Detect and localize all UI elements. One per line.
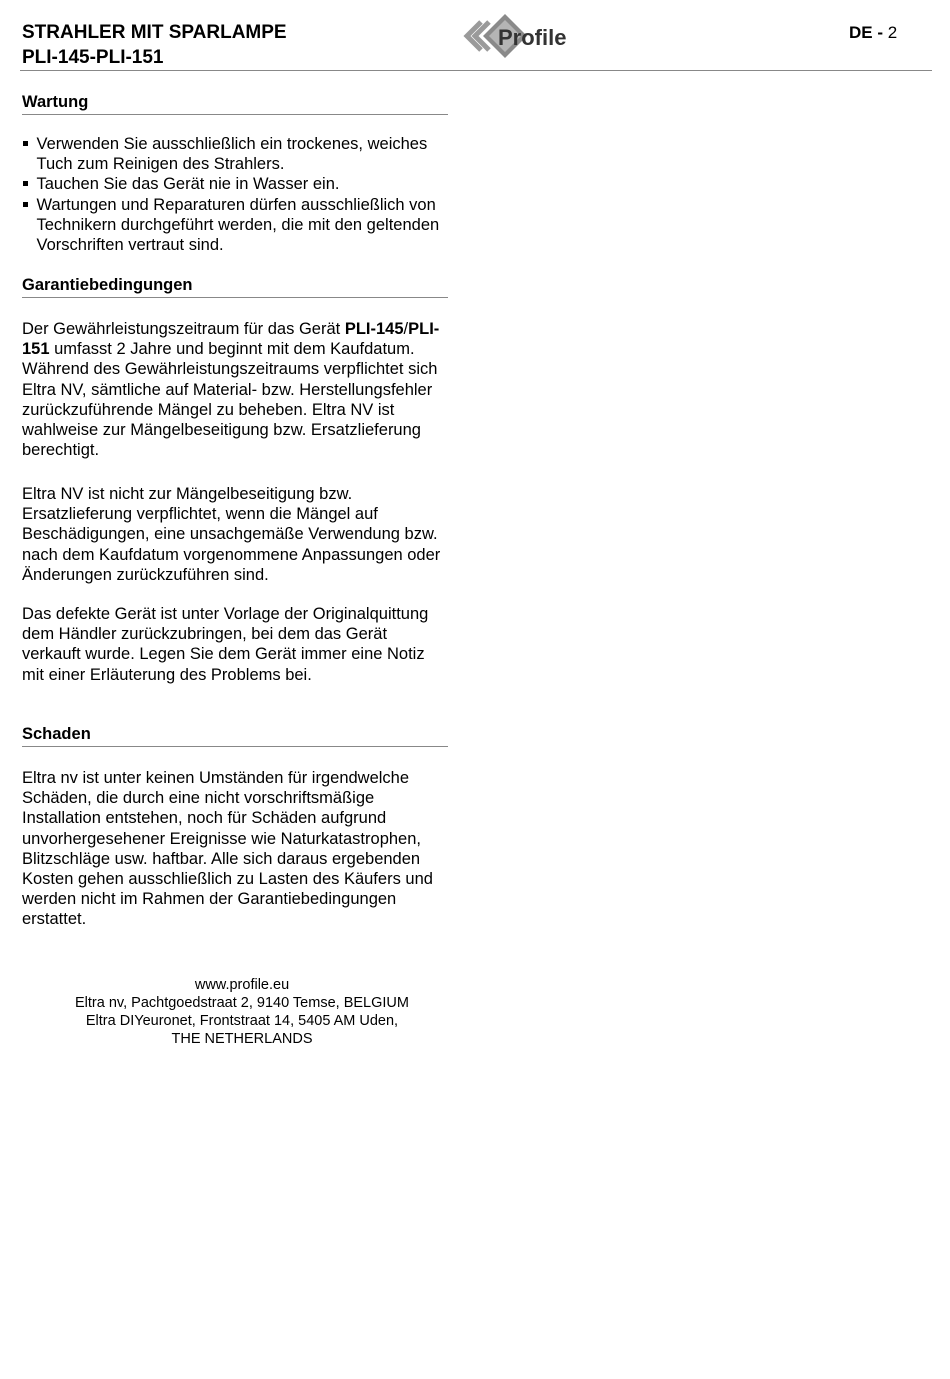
schaden-paragraph: Eltra nv ist unter keinen Umständen für irgendwelche Schäden, die durch eine nicht vorschriftsmäßige Installation entstehen, noch für Schäden aufgrund unvorhergesehener Ereignisse wie Naturkatastrophen, Blitzschläge usw. haftbar. Alle sich daraus ergebenden Kosten gehen ausschließlich zu Lasten des Käufers und werden nicht im Rahmen der Garantiebedingungen erstattet. xyxy=(22,769,433,929)
garantie-paragraph-2: Eltra NV ist nicht zur Mängelbeseitigung bzw. Ersatzlieferung verpflichtet, wenn die Mängel auf Beschädigungen, eine unsachgemäße Verwendung bzw. nach dem Kaufdatum vorgenommene Anpassungen oder Änderungen zurückzuführen sind. xyxy=(22,485,441,584)
model-separator: / xyxy=(403,320,409,338)
garantie-paragraph-1 xyxy=(22,319,448,460)
profile-logo xyxy=(455,12,575,66)
footer-address-1: Eltra nv, Pachtgoedstraat 2, 9140 Temse, BELGIUM xyxy=(75,995,409,1011)
page-number-value: 2 xyxy=(887,23,898,42)
garantie-paragraph-3: Das defekte Gerät ist unter Vorlage der Originalquittung dem Händler zurückzubringen, bei dem das Gerät verkauft wurde. Legen Sie dem Gerät immer eine Notiz mit einer Erläuterung des Problems bei. xyxy=(22,605,429,684)
title-line-2: PLI-145-PLI-151 xyxy=(22,47,164,68)
section-heading-wartung: Wartung xyxy=(22,92,448,115)
list-item: Wartungen und Reparaturen dürfen ausschließlich von Technikern durchgeführt werden, die mit den geltenden Vorschriften vertraut sind. xyxy=(22,195,448,256)
page-number xyxy=(849,23,897,43)
section-heading-schaden: Schaden xyxy=(22,724,448,747)
logo-text: Profile xyxy=(498,25,567,50)
profile-logo-icon xyxy=(455,12,575,66)
footer xyxy=(22,976,462,1048)
title-line-1: STRAHLER MIT SPARLAMPE xyxy=(22,22,287,43)
section-heading-garantie: Garantiebedingungen xyxy=(22,275,448,298)
footer-address-3: THE NETHERLANDS xyxy=(171,1031,313,1047)
list-item: Tauchen Sie das Gerät nie in Wasser ein. xyxy=(22,174,448,194)
model-name-1: PLI-145 xyxy=(344,320,404,338)
garantie-p1-text-rest: umfasst 2 Jahre und beginnt mit dem Kaufdatum. Während des Gewährleistungszeitraums verpflichtet sich Eltra NV, sämtliche auf Material- bzw. Herstellungsfehler zurückzuführende Mängel zu beheben. Eltra NV ist wahlweise zur Mängelbeseitigung bzw. Ersatzlieferung berechtigt. xyxy=(22,340,438,460)
page-lang: DE - xyxy=(849,23,883,42)
footer-website: www.profile.eu xyxy=(194,977,290,993)
model-name-2: PLI-151 xyxy=(22,320,440,359)
header-divider xyxy=(20,70,932,71)
garantie-p1-text: Der Gewährleistungszeitraum für das Gerät xyxy=(22,320,345,338)
footer-address-2: Eltra DIYeuronet, Frontstraat 14, 5405 AM Uden, xyxy=(85,1013,399,1029)
document-title xyxy=(22,20,287,70)
wartung-list xyxy=(22,134,448,255)
list-item: Verwenden Sie ausschließlich ein trockenes, weiches Tuch zum Reinigen des Strahlers. xyxy=(22,134,448,174)
